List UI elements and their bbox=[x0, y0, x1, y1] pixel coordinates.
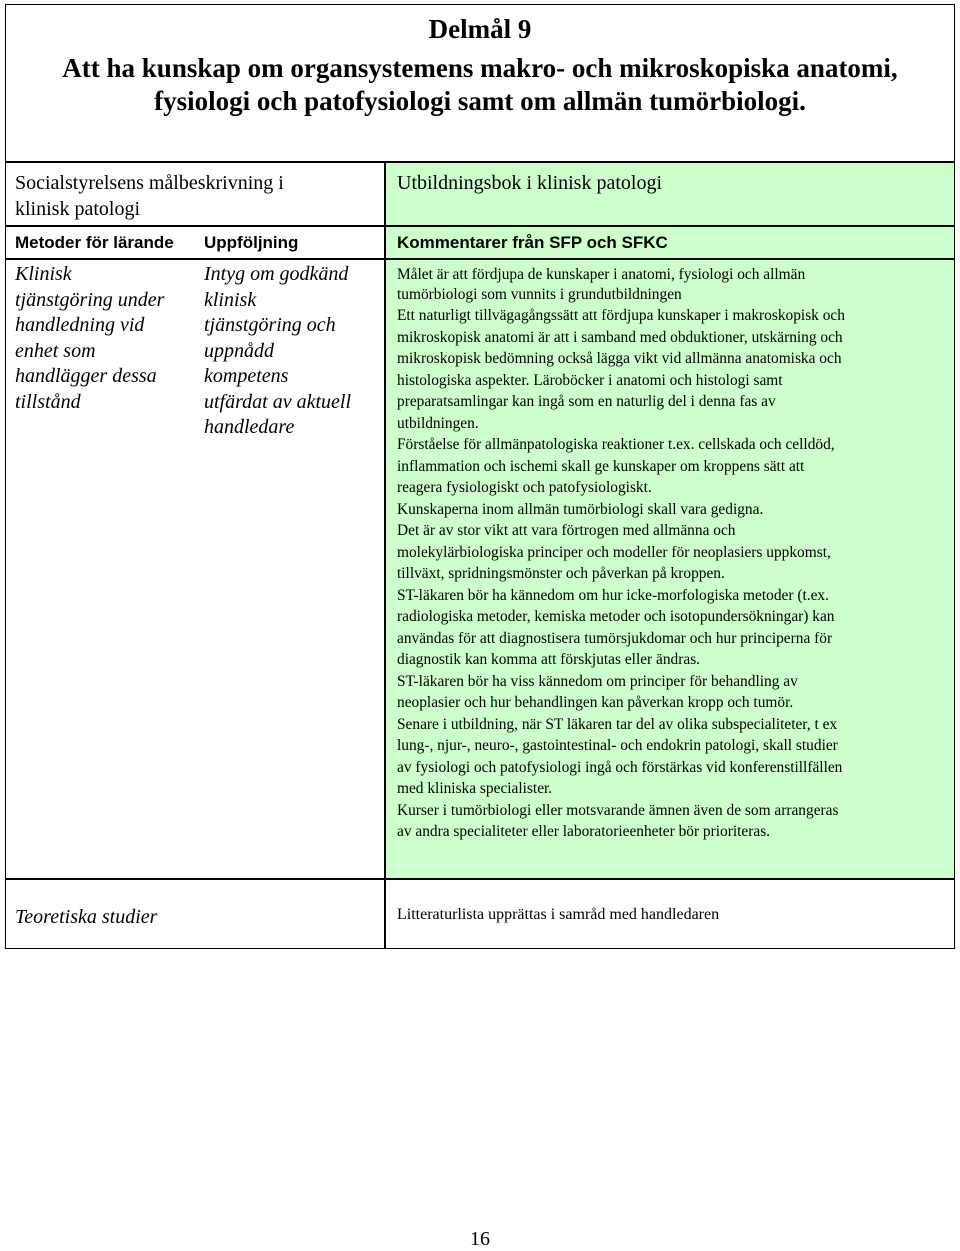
column-headers-right bbox=[385, 226, 955, 259]
comment-line: Det är av stor vikt att vara förtrogen med allmänna och bbox=[397, 522, 736, 539]
followup-line: uppnådd bbox=[204, 339, 274, 362]
method-line: tjänstgöring under bbox=[15, 288, 165, 311]
comment-line: Kurser i tumörbiologi eller motsvarande ämnen även de som arrangeras bbox=[397, 801, 839, 819]
main-row-comments bbox=[385, 259, 955, 879]
followup-line: handledare bbox=[204, 416, 295, 438]
socialstyrelsen-header bbox=[5, 162, 385, 226]
goal-number: Delmål 9 bbox=[428, 14, 532, 44]
method-line: handledning vid bbox=[15, 314, 145, 336]
comments-column-header: Kommentarer från SFP och SFKC bbox=[397, 233, 668, 252]
followup-line: Intyg om godkänd bbox=[204, 263, 349, 285]
comment-line: av andra specialiteter eller laboratorieenheter bör prioriteras. bbox=[397, 823, 771, 840]
socialstyrelsen-header-line-1: Socialstyrelsens målbeskrivning i bbox=[15, 172, 284, 194]
title-box bbox=[5, 4, 955, 162]
goal-title-line-2: fysiologi och patofysiologi samt om allmän tumörbiologi. bbox=[154, 86, 806, 116]
theory-row-left bbox=[5, 879, 385, 949]
comment-line: Förståelse för allmänpatologiska reaktioner t.ex. cellskada och celldöd, bbox=[397, 436, 835, 453]
comment-line: histologiska aspekter. Läroböcker i anatomi och histologi samt bbox=[397, 371, 783, 389]
comment-line: Kunskaperna inom allmän tumörbiologi skall vara gedigna. bbox=[397, 500, 764, 518]
comment-line: ST-läkaren bör ha kännedom om hur icke-morfologiska metoder (t.ex. bbox=[397, 586, 829, 604]
followup-line: kompetens bbox=[204, 365, 289, 387]
utbildningsbok-header bbox=[385, 162, 955, 226]
followup-text bbox=[204, 262, 351, 441]
comment-line: mikroskopisk anatomi är att i samband med obduktioner, utskärning och bbox=[397, 328, 843, 346]
comment-line: användas för att diagnostisera tumörsjukdomar och hur principerna för bbox=[397, 629, 833, 647]
theory-row-comments bbox=[385, 879, 955, 949]
page-number: 16 bbox=[470, 1228, 490, 1250]
comment-line: lung-, njur-, neuro-, gastointestinal- och endokrin patologi, skall studier bbox=[397, 737, 838, 754]
comment-line: tumörbiologi som vunnits i grundutbildningen bbox=[397, 285, 682, 303]
method-line: enhet som bbox=[15, 339, 96, 362]
comment-line: tillväxt, spridningsmönster och påverkan på kroppen. bbox=[397, 565, 725, 582]
column-headers-left bbox=[5, 226, 385, 259]
comment-line: reagera fysiologiskt och patofysiologiskt. bbox=[397, 479, 652, 496]
followup-line: klinisk bbox=[204, 288, 257, 311]
comment-line: av fysiologi och patofysiologi ingå och förstärkas vid konferenstillfällen bbox=[397, 758, 843, 776]
method-line: Klinisk bbox=[15, 263, 72, 285]
comment-line: mikroskopisk bedömning också lägga vikt vid allmänna anatomiska och bbox=[397, 350, 842, 367]
comment-line: utbildningen. bbox=[397, 414, 479, 432]
theory-method: Teoretiska studier bbox=[15, 906, 158, 928]
comment-line: Ett naturligt tillvägagångssätt att fördjupa kunskaper i makroskopisk och bbox=[397, 307, 845, 324]
comment-line: inflammation och ischemi skall ge kunskaper om kroppens sätt att bbox=[397, 457, 805, 475]
main-row-left bbox=[5, 259, 385, 879]
utbildningsbok-header-label: Utbildningsbok i klinisk patologi bbox=[397, 172, 663, 194]
followup-line: tjänstgöring och bbox=[204, 314, 336, 336]
comment-line: neoplasier och hur behandlingen kan påverkan kropp och tumör. bbox=[397, 694, 794, 711]
comment-line: Senare i utbildning, när ST läkaren tar del av olika subspecialiteter, t ex bbox=[397, 715, 838, 733]
comment-line: radiologiska metoder, kemiska metoder och isotopundersökningar) kan bbox=[397, 608, 835, 625]
methods-column-header: Metoder för lärande bbox=[15, 233, 174, 252]
socialstyrelsen-header-line-2: klinisk patologi bbox=[15, 198, 140, 220]
followup-line: utfärdat av aktuell bbox=[204, 390, 352, 413]
method-line: handlägger dessa bbox=[15, 365, 157, 387]
comment-line: molekylärbiologiska principer och modeller för neoplasiers uppkomst, bbox=[397, 543, 831, 561]
comments-text bbox=[397, 264, 947, 843]
method-line: tillstånd bbox=[15, 390, 81, 413]
theory-comment: Litteraturlista upprättas i samråd med handledaren bbox=[397, 906, 720, 923]
comment-line: Målet är att fördjupa de kunskaper i anatomi, fysiologi och allmän bbox=[397, 266, 806, 283]
goal-title-line-1: Att ha kunskap om organsystemens makro- och mikroskopiska anatomi, bbox=[62, 53, 898, 83]
followup-column-header: Uppföljning bbox=[204, 233, 299, 252]
comment-line: ST-läkaren bör ha viss kännedom om principer för behandling av bbox=[397, 672, 798, 690]
comment-line: med kliniska specialister. bbox=[397, 780, 553, 797]
comment-line: preparatsamlingar kan ingå som en naturlig del i denna fas av bbox=[397, 393, 776, 410]
comment-line: diagnostik kan komma att förskjutas eller ändras. bbox=[397, 651, 701, 668]
method-text bbox=[15, 262, 164, 415]
